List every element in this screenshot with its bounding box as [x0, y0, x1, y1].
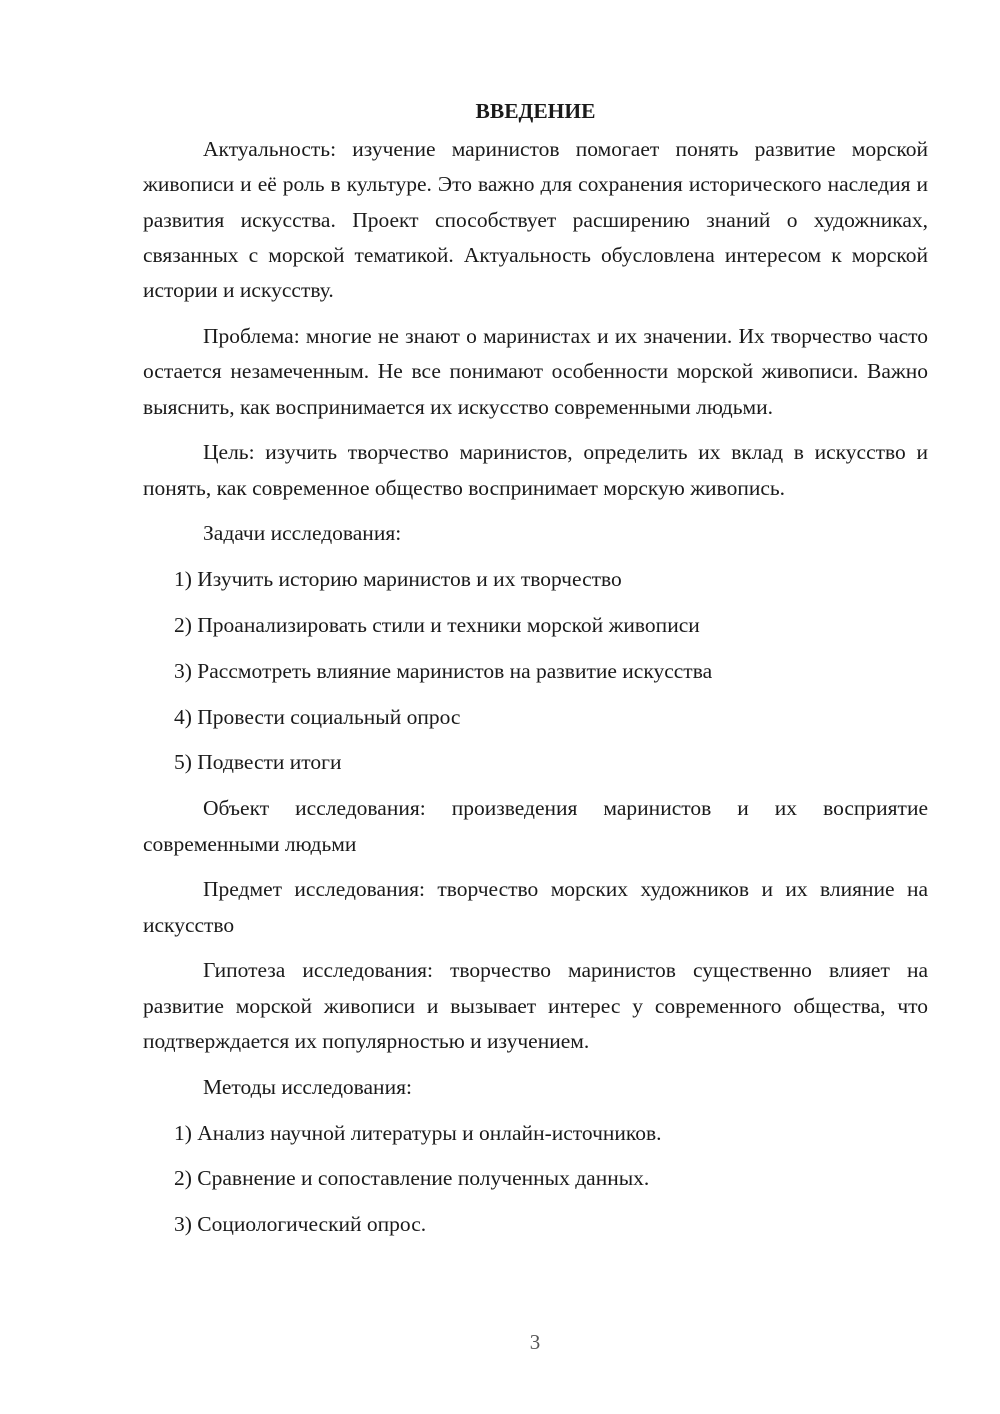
object-paragraph: Объект исследования: произведения маринистов и их восприятие современными людьми: [143, 796, 928, 856]
task-item: 4) Провести социальный опрос: [174, 704, 461, 729]
goal-paragraph: Цель: изучить творчество маринистов, определить их вклад в искусство и понять, как современное общество воспринимает морскую живопись.: [143, 440, 928, 500]
subject-paragraph: Предмет исследования: творчество морских художников и их влияние на искусство: [143, 877, 928, 937]
tasks-list: [143, 562, 928, 780]
section-title: ВВЕДЕНИЕ: [475, 99, 596, 123]
tasks-heading: Задачи исследования:: [203, 521, 402, 546]
hypothesis-paragraph: Гипотеза исследования: творчество маринистов существенно влияет на развитие морской живописи и вызывает интерес у современного общества, что подтверждается их популярностью и изучением.: [143, 958, 928, 1054]
method-item: 1) Анализ научной литературы и онлайн-источников.: [174, 1120, 662, 1145]
method-item: 3) Социологический опрос.: [174, 1212, 427, 1237]
methods-list: [143, 1116, 928, 1243]
method-item: 2) Сравнение и сопоставление полученных данных.: [174, 1166, 650, 1191]
problem-paragraph: Проблема: многие не знают о маринистах и их значении. Их творчество часто остается незамеченным. Не все понимают особенности морской живописи. Важно выяснить, как воспринимается их искусство современными людьми.: [143, 323, 928, 419]
methods-heading: Методы исследования:: [203, 1074, 412, 1099]
relevance-paragraph: Актуальность: изучение маринистов помогает понять развитие морской живописи и её роль в культуре. Это важно для сохранения исторического наследия и развития искусства. Проект способствует расширению знаний о художниках, связанных с морской тематикой. Актуальность обусловлена интересом к морской истории и искусству.: [143, 137, 928, 303]
document-page: [143, 92, 928, 1253]
page-number: 3: [529, 1330, 541, 1354]
task-item: 3) Рассмотреть влияние маринистов на развитие искусства: [174, 658, 713, 683]
task-item: 5) Подвести итоги: [174, 750, 342, 775]
task-item: 2) Проанализировать стили и техники морской живописи: [174, 613, 700, 638]
task-item: 1) Изучить историю маринистов и их творчество: [174, 567, 622, 592]
